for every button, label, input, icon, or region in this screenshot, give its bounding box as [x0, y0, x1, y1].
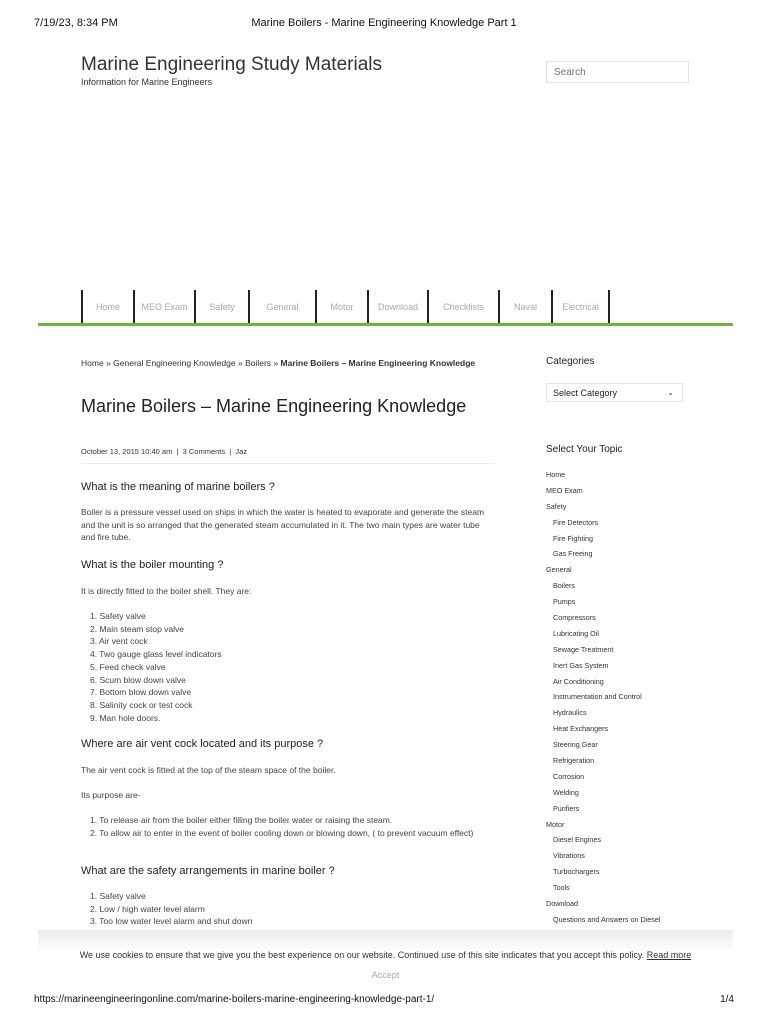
- section-paragraph: Boiler is a pressure vessel used on ships in which the water is heated to evaporate and generate the steam and the unit is so arranged that the generated steam accumulated in it. The two main types are water tube and fire tube.: [81, 507, 485, 543]
- site-title[interactable]: Marine Engineering Study Materials: [81, 54, 382, 75]
- print-url: https://marineengineeringonline.com/marine-boilers-marine-engineering-knowledge-part-1/: [34, 994, 435, 1005]
- author-link[interactable]: Jaz: [235, 447, 248, 456]
- topic-link[interactable]: Purifiers: [553, 803, 580, 813]
- section-heading: What is the meaning of marine boilers ?: [81, 481, 275, 493]
- list-item: 4. Two gauge glass level indicators: [90, 649, 222, 660]
- breadcrumb-separator: »: [273, 358, 279, 368]
- breadcrumb-separator: »: [237, 358, 243, 368]
- print-footer: [0, 994, 768, 1008]
- post-date: October 13, 2015 10:40 am: [81, 447, 173, 456]
- breadcrumb-separator: »: [106, 358, 111, 368]
- list-item: 6. Scum blow down valve: [90, 674, 186, 685]
- topic-link[interactable]: Questions and Answers on Diesel: [553, 914, 661, 924]
- topic-link[interactable]: Lubricating Oil: [553, 628, 599, 638]
- topic-link[interactable]: Vibrations: [553, 851, 585, 861]
- category-select-value: Select Category: [553, 387, 618, 398]
- topic-link[interactable]: Gas Freeing: [553, 549, 593, 559]
- list-item: 2. Low / high water level alarm: [90, 903, 205, 914]
- topic-link[interactable]: Fire Fighting: [553, 533, 593, 543]
- nav-item-electrical[interactable]: Electrical: [551, 290, 610, 324]
- print-date: 7/19/23, 8:34 PM: [34, 17, 118, 29]
- topic-link[interactable]: Corrosion: [553, 771, 585, 781]
- breadcrumb-current: Marine Boilers – Marine Engineering Knowledge: [280, 358, 476, 368]
- cookie-message: We use cookies to ensure that we give you the best experience on our website. Continued use of this site indicates that you accept this policy.: [79, 950, 645, 960]
- cookie-message-line: [38, 950, 733, 960]
- list-item: 1. Safety valve: [90, 891, 146, 901]
- topic-link[interactable]: Home: [546, 470, 566, 479]
- list-item: 2. To allow air to enter in the event of boiler cooling down or blowing down, ( to prevent vacuum effect): [90, 827, 474, 838]
- nav-item-download[interactable]: Download: [367, 290, 427, 324]
- nav-item-general[interactable]: General: [248, 290, 315, 324]
- nav-item-meo-exam[interactable]: MEO Exam: [133, 290, 194, 324]
- print-page-number: 1/4: [720, 994, 734, 1005]
- topic-link[interactable]: Turbochargers: [553, 867, 600, 877]
- nav-item-home[interactable]: Home: [81, 290, 133, 324]
- breadcrumb-general[interactable]: General Engineering Knowledge: [113, 358, 236, 368]
- list-item: 1. Safety valve: [90, 611, 146, 621]
- list-item: 5. Feed check valve: [90, 661, 166, 672]
- breadcrumb-home[interactable]: Home: [81, 358, 104, 368]
- comments-link[interactable]: 3 Comments: [182, 447, 226, 456]
- topic-link[interactable]: Instrumentation and Control: [553, 692, 642, 702]
- topic-list: [546, 470, 736, 931]
- topic-link[interactable]: General: [546, 565, 572, 575]
- topic-link[interactable]: Steering Gear: [553, 740, 598, 750]
- post-meta: [81, 447, 247, 456]
- topic-link[interactable]: Safety: [546, 501, 567, 511]
- section-paragraph: It is directly fitted to the boiler shell. They are:: [81, 586, 252, 596]
- nav-item-checklists[interactable]: Checklists: [427, 290, 498, 324]
- topic-link[interactable]: Tools: [553, 883, 570, 893]
- list-item: 9. Man hole doors.: [90, 712, 161, 723]
- print-title: Marine Boilers - Marine Engineering Knowledge Part 1: [251, 17, 517, 29]
- nav-item-naval[interactable]: Naval: [498, 290, 551, 324]
- search-input[interactable]: [546, 61, 689, 83]
- nav-underline: [38, 323, 733, 326]
- topic-link[interactable]: Pumps: [553, 597, 576, 607]
- topic-link[interactable]: Air Conditioning: [553, 676, 604, 686]
- topic-link[interactable]: Hydraulics: [553, 708, 587, 718]
- breadcrumb-boilers[interactable]: Boilers: [245, 358, 272, 368]
- topic-link[interactable]: Motor: [546, 819, 565, 829]
- meta-separator: |: [176, 447, 179, 456]
- cookie-accept-button[interactable]: Accept: [371, 970, 400, 980]
- category-select[interactable]: [546, 383, 683, 402]
- topic-link[interactable]: MEO Exam: [546, 485, 583, 495]
- topic-heading: Select Your Topic: [546, 444, 623, 455]
- meta-separator: |: [229, 447, 232, 456]
- section-heading: What is the boiler mounting ?: [81, 559, 224, 571]
- cookie-read-more-link[interactable]: Read more: [646, 950, 692, 960]
- site-tagline: Information for Marine Engineers: [81, 77, 213, 87]
- list-item: 2. Main steam stop valve: [90, 623, 185, 634]
- cookie-banner: [38, 930, 733, 988]
- topic-link[interactable]: Compressors: [553, 613, 596, 623]
- mountings-list: [90, 610, 490, 724]
- list-item: 8. Salinity cock or test cock: [90, 699, 193, 710]
- list-item: 7. Bottom blow down valve: [90, 687, 192, 698]
- nav-item-motor[interactable]: Motor: [315, 290, 367, 324]
- list-item: 3. Too low water level alarm and shut down: [90, 916, 253, 927]
- section-heading: What are the safety arrangements in marine boiler ?: [81, 865, 335, 877]
- chevron-down-icon: ⌄: [667, 388, 674, 397]
- topic-link[interactable]: Boilers: [553, 581, 575, 591]
- print-header: [0, 17, 768, 31]
- breadcrumb: [81, 357, 481, 370]
- categories-heading: Categories: [546, 356, 595, 367]
- purpose-list: [90, 814, 490, 839]
- topic-link[interactable]: Diesel Engines: [553, 835, 601, 845]
- section-paragraph: Its purpose are-: [81, 790, 141, 800]
- topic-link[interactable]: Fire Detectors: [553, 517, 599, 527]
- section-paragraph: The air vent cock is fitted at the top of the steam space of the boiler.: [81, 765, 336, 775]
- topic-link[interactable]: Inert Gas System: [553, 660, 609, 670]
- topic-link[interactable]: Welding: [553, 787, 579, 797]
- meta-divider: [81, 463, 495, 464]
- section-heading: Where are air vent cock located and its purpose ?: [81, 738, 324, 750]
- topic-link[interactable]: Refrigeration: [553, 756, 595, 766]
- list-item: 3. Air vent cock: [90, 636, 148, 647]
- topic-link[interactable]: Download: [546, 899, 578, 909]
- topic-link[interactable]: Heat Exchangers: [553, 724, 609, 734]
- page-title: Marine Boilers – Marine Engineering Knowledge: [81, 396, 467, 416]
- list-item: 1. To release air from the boiler either filling the boiler water or raising the steam.: [90, 815, 393, 825]
- nav-item-safety[interactable]: Safety: [194, 290, 248, 324]
- topic-link[interactable]: Sewage Treatment: [553, 644, 614, 654]
- main-nav: [81, 290, 610, 324]
